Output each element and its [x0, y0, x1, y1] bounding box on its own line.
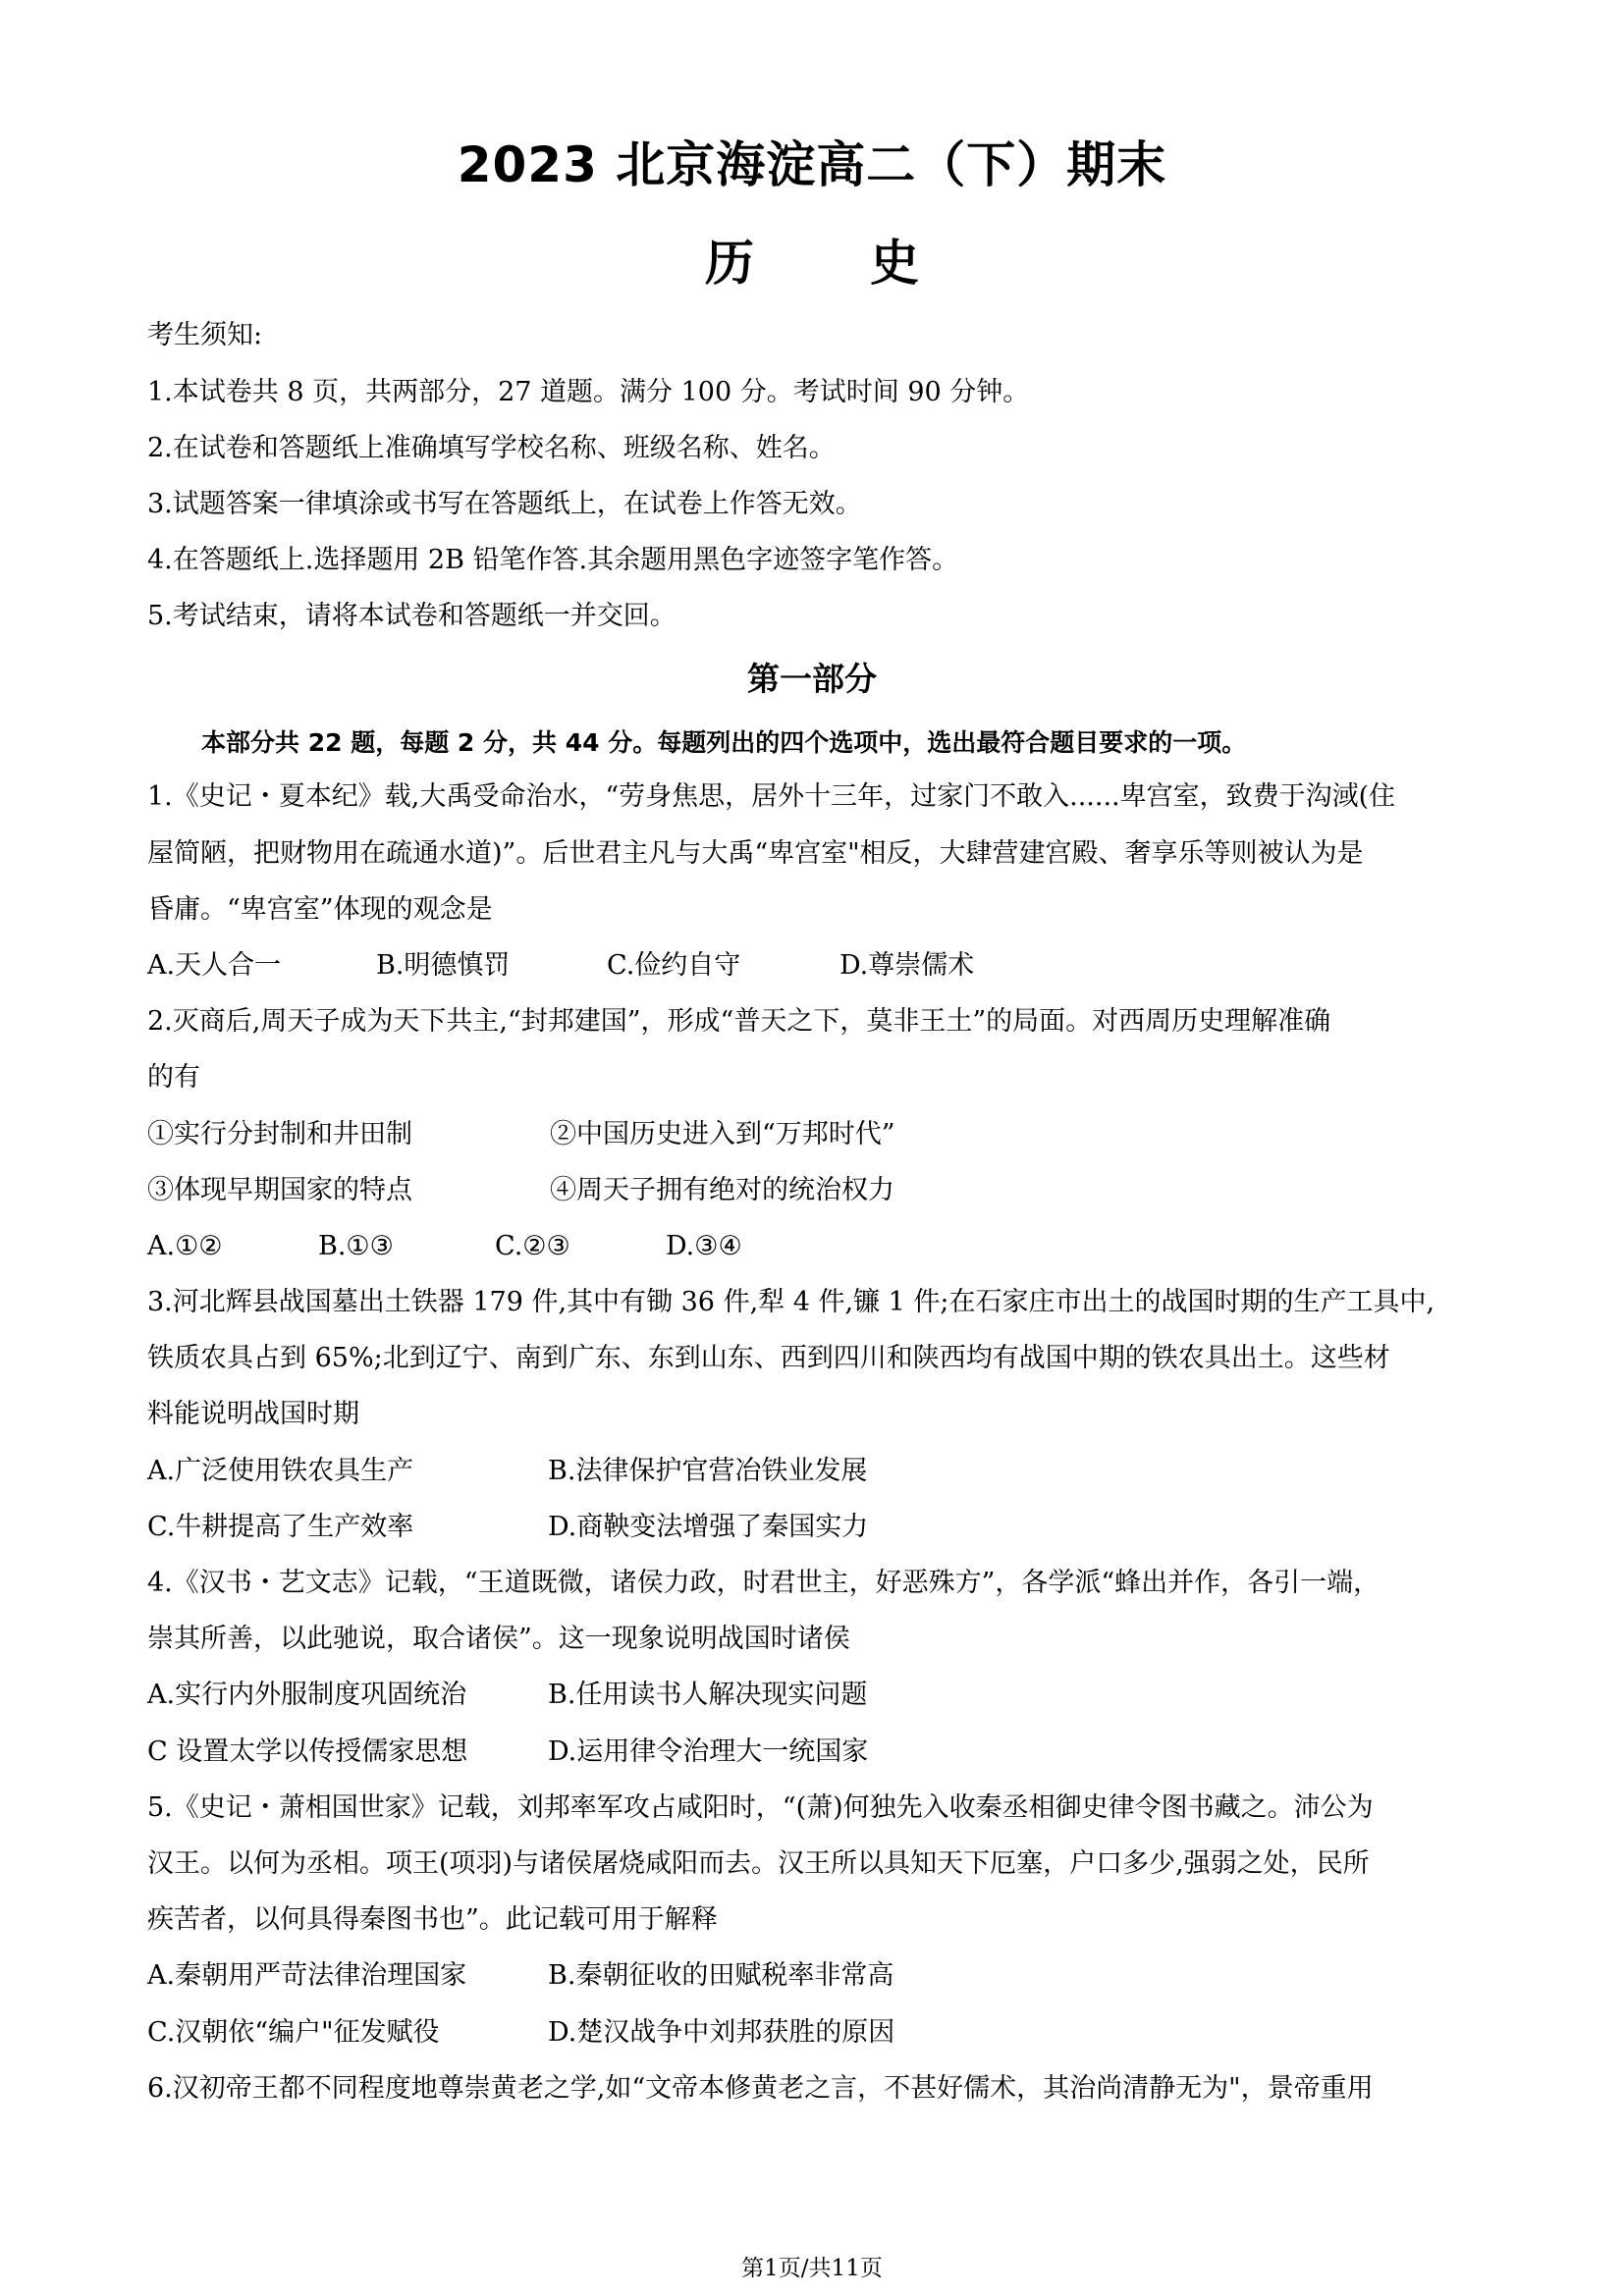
notice-heading: 考生须知:: [147, 320, 263, 350]
option-b: B.任用读书人解决现实问题: [548, 1680, 868, 1710]
question-2-item: ①实行分封制和井田制: [147, 1119, 412, 1149]
option-b: B.法律保护官营冶铁业发展: [548, 1456, 868, 1486]
notice-item: 1.本试卷共 8 页，共两部分，27 道题。满分 100 分。考试时间 90 分钟。: [147, 377, 1030, 407]
exam-title: 2023 北京海淀高二（下）期末: [457, 136, 1167, 193]
question-2-line: 的有: [147, 1062, 200, 1093]
question-2-item: ②中国历史进入到“万邦时代”: [550, 1119, 895, 1149]
option-d: D.商鞅变法增强了秦国实力: [548, 1512, 869, 1542]
question-3-line: 3.河北辉县战国墓出土铁器 179 件,其中有锄 36 件,犁 4 件,镰 1 件;在石家庄市出土的战国时期的生产工具中,: [147, 1287, 1435, 1317]
option-a: A.实行内外服制度巩固统治: [147, 1680, 467, 1710]
option-a: A.①②: [147, 1231, 223, 1261]
option-c: C 设置太学以传授儒家思想: [147, 1736, 468, 1767]
question-2-line: 2.灭商后,周天子成为天下共主,“封邦建国”，形成“普天之下，莫非王土”的局面。对西周历史理解准确: [147, 1006, 1331, 1037]
option-d: D.③④: [666, 1231, 742, 1261]
option-d: D.运用律令治理大一统国家: [548, 1736, 869, 1767]
option-a: A.秦朝用严苛法律治理国家: [147, 1960, 467, 1991]
option-b: B.秦朝征收的田赋税率非常高: [548, 1960, 894, 1991]
question-4-line: 4.《汉书・艺文志》记载，“王道既微，诸侯力政，时君世主，好恶殊方”，各学派“蜂出并作，各引一端，: [147, 1568, 1380, 1598]
option-d: D.尊崇儒术: [839, 950, 975, 981]
question-2-item: ④周天子拥有绝对的统治权力: [550, 1175, 894, 1205]
notice-item: 2.在试卷和答题纸上准确填写学校名称、班级名称、姓名。: [147, 433, 836, 463]
question-1-line: 昏庸。“卑宫室”体现的观念是: [147, 894, 493, 925]
question-1-line: 1.《史记・夏本纪》载,大禹受命治水，“劳身焦思，居外十三年，过家门不敢入......卑宫室，致费于沟淢(住: [147, 781, 1396, 812]
option-c: C.②③: [495, 1231, 570, 1261]
notice-item: 3.试题答案一律填涂或书写在答题纸上，在试卷上作答无效。: [147, 489, 862, 519]
option-c: C.俭约自守: [607, 950, 741, 981]
question-4-line: 崇其所善，以此驰说，取合诸侯”。这一现象说明战国时诸侯: [147, 1624, 850, 1654]
notice-item: 4.在答题纸上.选择题用 2B 铅笔作答.其余题用黑色字迹签字笔作答。: [147, 545, 959, 575]
page-number: 第1页/共11页: [741, 2256, 883, 2281]
option-d: D.楚汉战争中刘邦获胜的原因: [548, 2017, 895, 2048]
question-6-line: 6.汉初帝王都不同程度地尊崇黄老之学,如“文帝本修黄老之言，不甚好儒术，其治尚清静无为"，景帝重用: [147, 2073, 1374, 2104]
subject-title: 历史: [705, 235, 1035, 292]
option-a: A.天人合一: [147, 950, 282, 981]
question-2-item: ③体现早期国家的特点: [147, 1175, 412, 1205]
question-1-line: 屋简陋，把财物用在疏通水道)”。后世君主凡与大禹“卑宫室"相反，大肆营建宫殿、奢享乐等则被认为是: [147, 838, 1364, 869]
question-3-line: 料能说明战国时期: [147, 1399, 359, 1429]
section-title: 第一部分: [747, 660, 877, 698]
section-description: 本部分共 22 题，每题 2 分，共 44 分。每题列出的四个选项中，选出最符合题目要求的一项。: [201, 728, 1247, 757]
option-a: A.广泛使用铁农具生产: [147, 1456, 414, 1486]
question-3-line: 铁质农具占到 65%;北到辽宁、南到广东、东到山东、西到四川和陕西均有战国中期的铁农具出土。这些材: [147, 1343, 1390, 1373]
option-b: B.①③: [318, 1231, 394, 1261]
option-b: B.明德慎罚: [376, 950, 511, 981]
notice-item: 5.考试结束，请将本试卷和答题纸一并交回。: [147, 601, 677, 631]
option-c: C.汉朝依“编户"征发赋役: [147, 2017, 440, 2048]
option-c: C.牛耕提高了生产效率: [147, 1512, 414, 1542]
question-5-line: 5.《史记・萧相国世家》记载，刘邦率军攻占咸阳时，“(萧)何独先入收秦丞相御史律令图书藏之。沛公为: [147, 1792, 1374, 1823]
question-5-line: 疾苦者，以何具得秦图书也”。此记载可用于解释: [147, 1904, 718, 1935]
question-5-line: 汉王。以何为丞相。项王(项羽)与诸侯屠烧咸阳而去。汉王所以具知天下厄塞，户口多少,强弱之处，民所: [147, 1848, 1370, 1879]
